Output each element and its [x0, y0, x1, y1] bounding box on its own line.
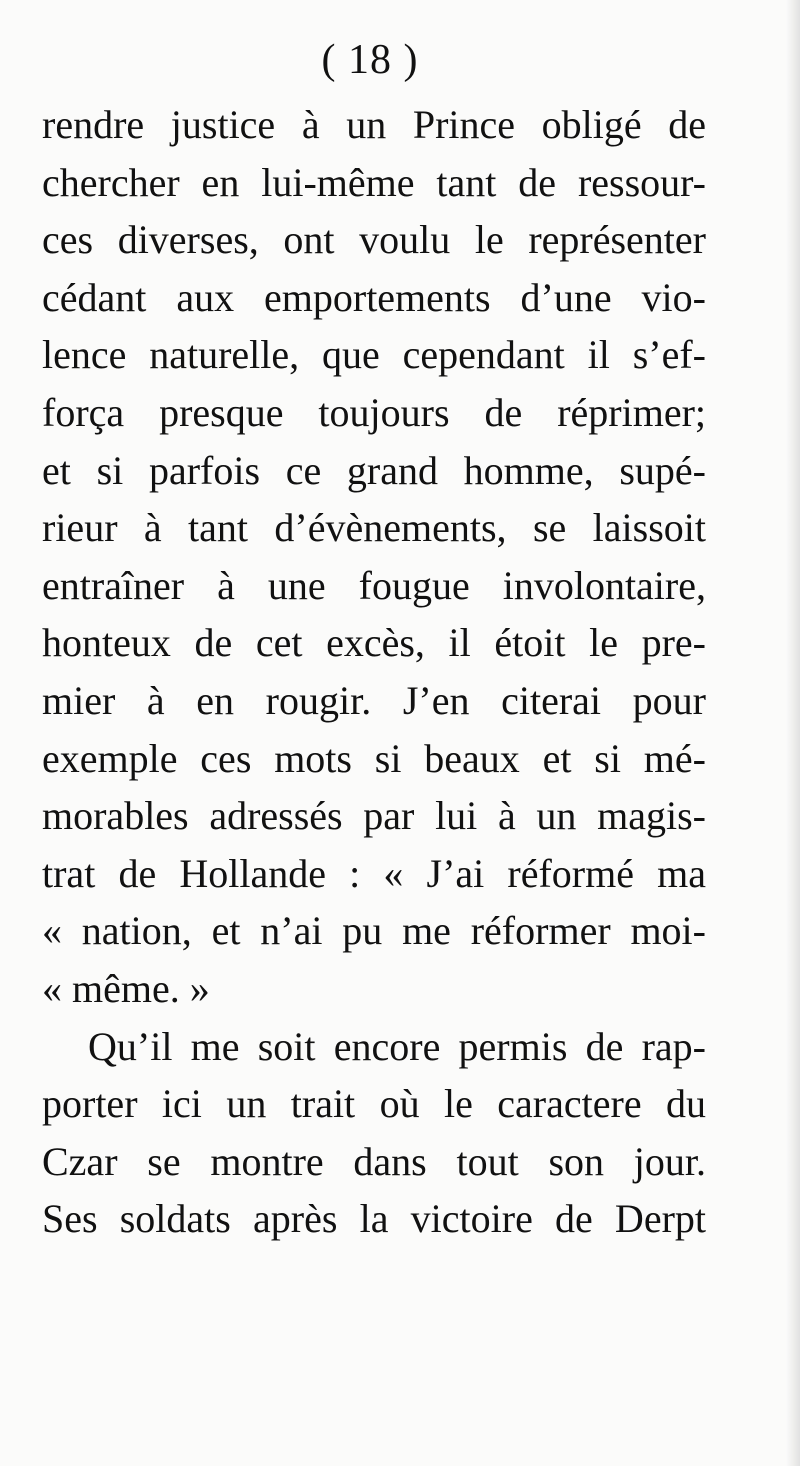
text-line: exemple ces mots si beaux et si mé- [42, 735, 706, 781]
text-line: força presque toujours de réprimer; [42, 389, 706, 435]
text-line: cédant aux emportements d’une vio- [42, 274, 706, 320]
text-line: Ses soldats après la victoire de Derpt [42, 1196, 706, 1242]
text-line: trat de Hollande : « J’ai réformé ma [42, 850, 706, 896]
body-text [42, 96, 706, 1248]
text-line: Qu’il me soit encore permis de rap- [88, 1023, 706, 1069]
page-edge-shadow [786, 0, 800, 1466]
paragraph [42, 1018, 706, 1248]
text-line: honteux de cet excès, il étoit le pre- [42, 620, 706, 666]
page-number: ( 18 ) [321, 37, 419, 83]
text-line: et si parfois ce grand homme, supé- [42, 447, 706, 493]
text-line: rendre justice à un Prince obligé de [42, 102, 706, 147]
text-line: chercher en lui-même tant de ressour- [42, 159, 706, 205]
text-line: « même. » [42, 965, 210, 1011]
text-line: porter ici un trait où le caractere du [42, 1081, 706, 1127]
text-line: ces diverses, ont voulu le représenter [42, 217, 706, 263]
text-line: « nation, et n’ai pu me réformer moi- [42, 908, 706, 954]
text-line: Czar se montre dans tout son jour. [42, 1138, 706, 1184]
text-line: mier à en rougir. J’en citerai pour [42, 677, 706, 723]
text-line: lence naturelle, que cependant il s’ef- [42, 332, 706, 378]
text-line: entraîner à une fougue involontaire, [42, 562, 706, 608]
text-line: morables adressés par lui à un magis- [42, 793, 706, 839]
paragraph [42, 96, 706, 1018]
text-line: rieur à tant d’évènements, se laissoit [42, 505, 706, 551]
